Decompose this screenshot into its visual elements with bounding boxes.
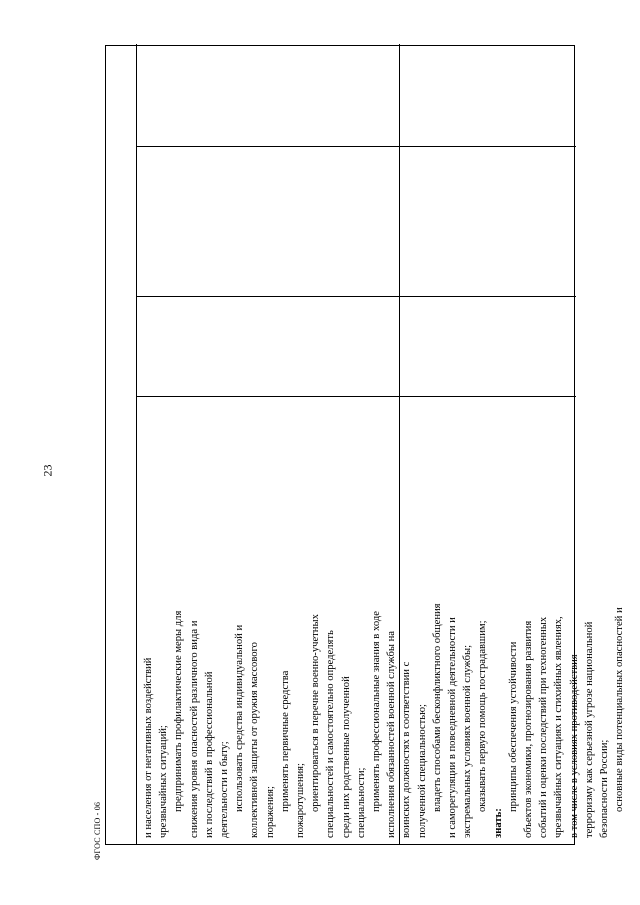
table-column-divider [136, 296, 576, 297]
skills-line: среди них родственные полученной [340, 676, 352, 838]
skills-line: ориентироваться в перечне военно-учетных [310, 614, 322, 812]
skills-line: объектов экономики, прогнозирования развития [523, 620, 535, 838]
skills-line: деятельности и быту; [219, 741, 231, 838]
skills-line: знать: [492, 808, 504, 838]
footer-standard-code: ФГОС СПО - 06 [93, 801, 102, 860]
page-number: 23 [40, 464, 55, 477]
competency-table [105, 45, 626, 845]
skills-line: чрезвычайных ситуаций; [158, 725, 170, 838]
skills-line: специальности; [355, 767, 367, 838]
skills-line: экстремальных условиях военной службы; [462, 644, 474, 838]
table-column-divider [136, 146, 576, 147]
skills-text [141, 52, 628, 838]
skills-line: применять первичные средства [279, 670, 291, 812]
skills-line: терроризму как серьезной угрозе национальной [583, 621, 595, 838]
table-column-divider [399, 44, 400, 844]
skills-line: коллективной защиты от оружия массового [249, 642, 261, 838]
skills-line: их последствий в профессиональной [203, 671, 215, 838]
skills-line: чрезвычайных ситуациях и стихийных явлениях, [553, 616, 565, 838]
skills-line: использовать средства индивидуальной и [234, 624, 246, 812]
skills-line: основные виды потенциальных опасностей и [614, 607, 626, 812]
skills-line: событий и оценки последствий при техногенных [538, 616, 550, 838]
skills-line: предпринимать профилактические меры для [173, 610, 185, 812]
skills-line: пожаротушения; [295, 763, 307, 838]
skills-knowledge-cell [136, 44, 626, 844]
skills-line: снижения уровня опасностей различного вида и [188, 620, 200, 838]
table-column-divider [136, 396, 576, 397]
skills-line: и населения от негативных воздействий [143, 657, 154, 838]
skills-line: оказывать первую помощь пострадавшим; [477, 620, 489, 812]
skills-line: владеть способами бесконфликтного общения [431, 603, 443, 812]
skills-line: исполнения обязанностей военной службы на [386, 630, 398, 838]
skills-line: воинских должностях в соответствии с [401, 661, 413, 838]
skills-line: полученной специальностью; [416, 704, 428, 838]
skills-line: применять профессиональные знания в ходе [371, 611, 383, 812]
skills-line: в том числе в условиях противодействия [568, 654, 580, 838]
skills-line: безопасности России; [599, 739, 611, 838]
skills-line: принципы обеспечения устойчивости [507, 641, 519, 812]
skills-line: и саморегуляции в повседневной деятельности и [447, 617, 459, 838]
skills-line: поражения; [264, 785, 276, 838]
skills-line: специальностей и самостоятельно определять [325, 630, 337, 838]
